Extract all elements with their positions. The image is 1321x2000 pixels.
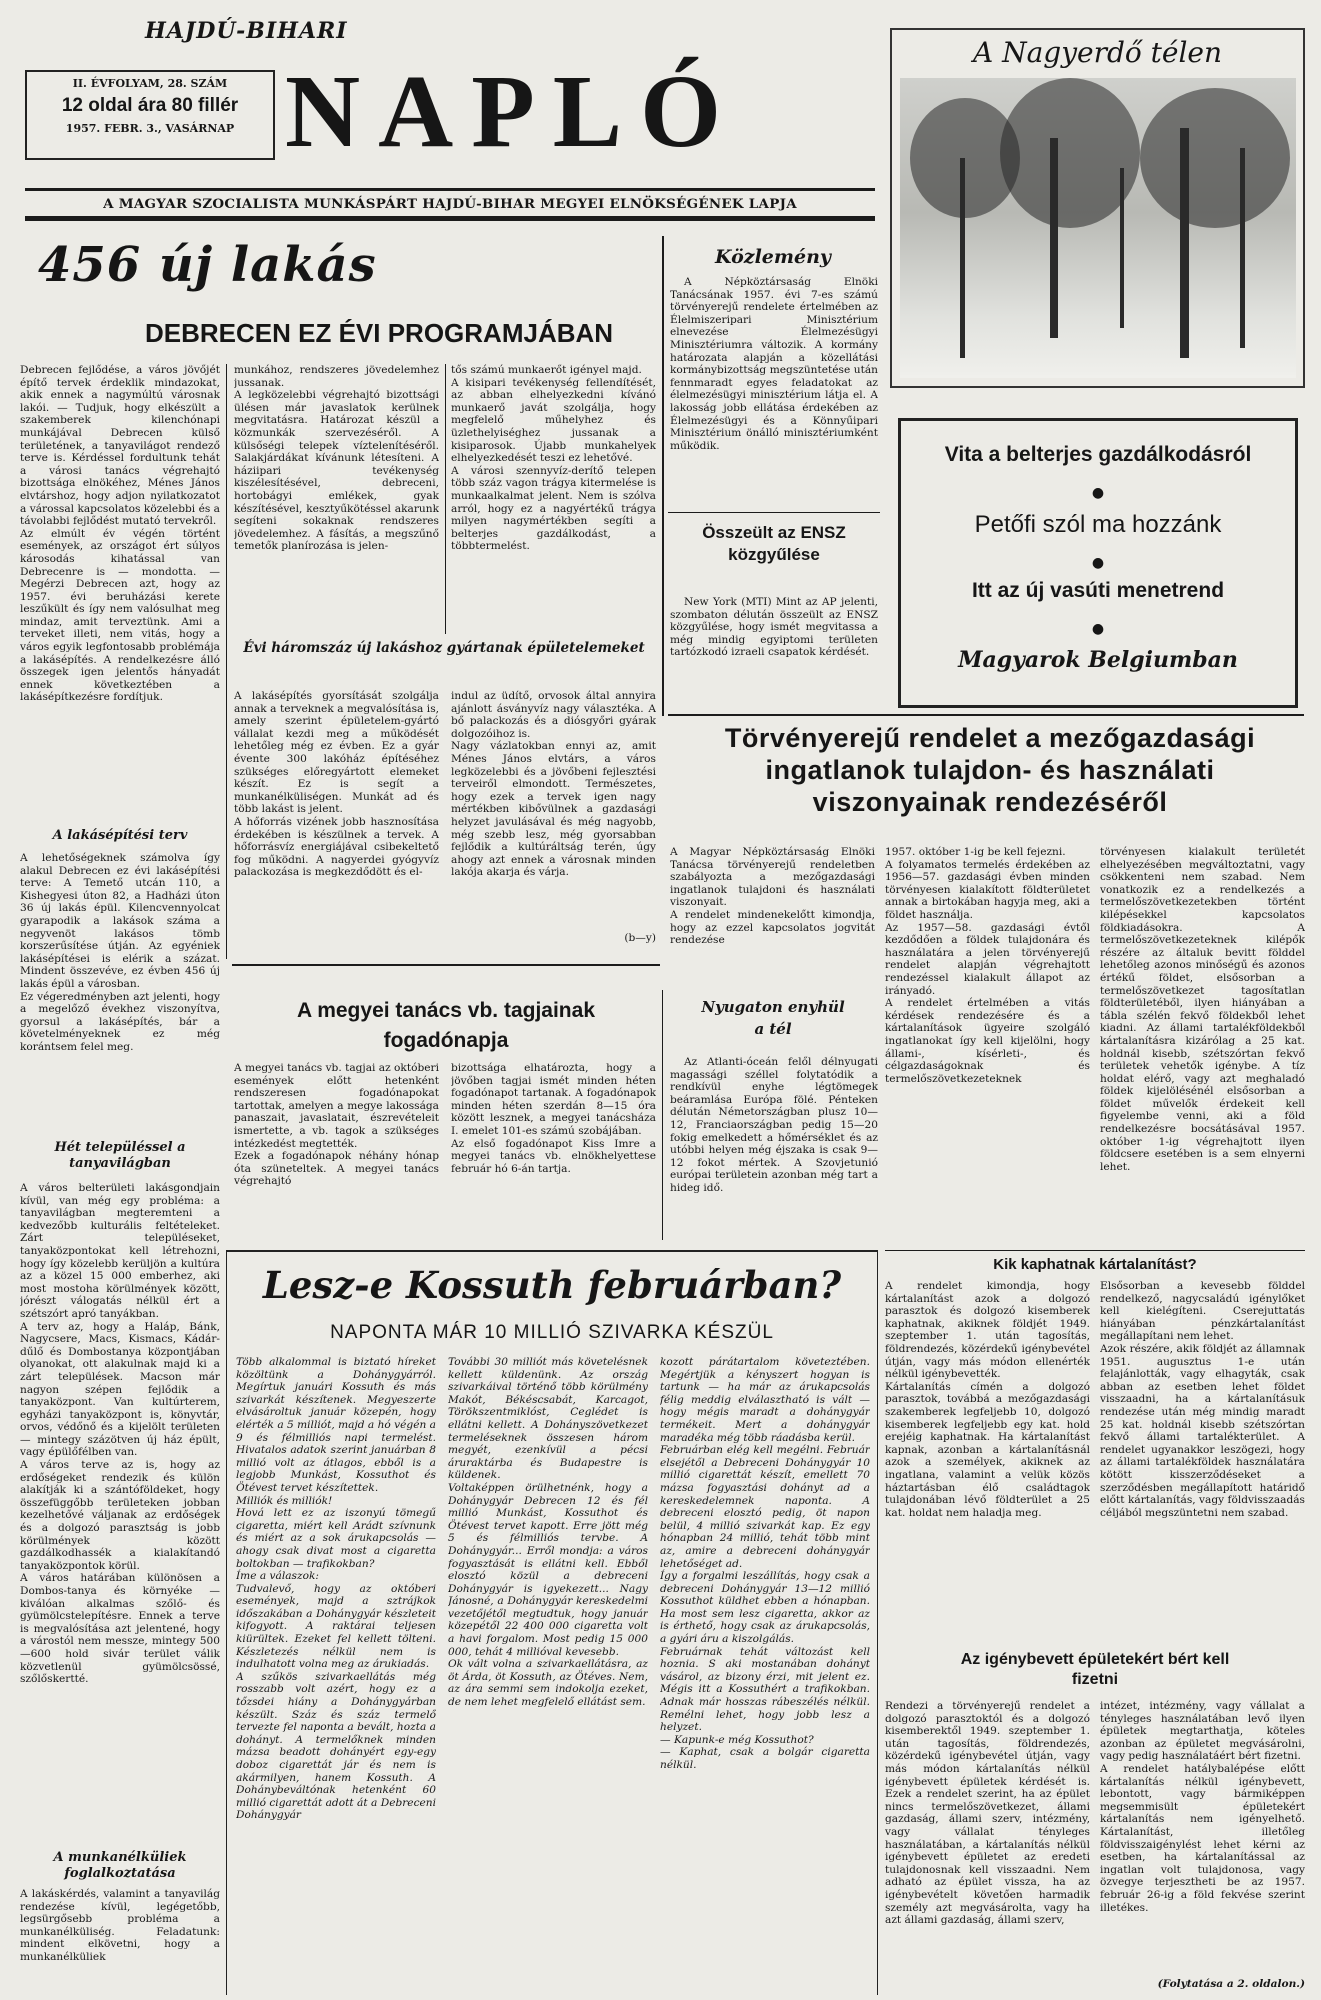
section-rule xyxy=(668,714,1304,716)
column-rule xyxy=(662,990,663,1240)
kozlemeny-text: A Népköztársaság Elnöki Tanácsának 1957. évi 7-es számú törvényerejű rendelete értelmében az Élelmiszeripari Minisztérium elnevezése Élelmezésügyi Minisztériumra változik. A kormány határozata alapján a közellátási kormánybizottság megszüntetése után fennmaradt egyes feladatokat az élelmezésügyi minisztérium látja el. A lakosság jobb ellátása érdekében az Élelmezésügyi és a Könnyűipari Minisztérium önálló minisztériumként működik. xyxy=(670,276,878,452)
ensz-text: New York (MTI) Mint az AP jelenti, szombaton délután összeült az ENSZ közgyűlése, hogy ismét megvitassa a még mindig egyiptomi területen tartózkodó izraeli csapatok kérdését. xyxy=(670,596,878,659)
heading-epuletelemek: Évi háromszáz új lakáshoz gyártanak épületelemeket xyxy=(243,640,645,656)
main-col2: munkához, rendszeres jövedelemhez jussanak. A legközelebbi végrehajtó bizottsági ülésen már javaslatok kerülnek megvitatásra. Határozat készül a közmunkák szervezéséről. A külsőségi telepek víztelenítéséről. Salakjárdákat kívánunk létesíteni. A háziipari tevékenység kiszélesítésével, debreceni, hortobágyi emlékek, gyak készítésével, kesztyűkötéssel akarunk segíteni sokaknak rendszeres jövedelemhez. A fásítás, a megszűnő temetők planírozása is jelen- xyxy=(234,364,439,553)
kossuth-subtitle: NAPONTA MÁR 10 MILLIÓ SZIVARKA KÉSZÜL xyxy=(330,1322,774,1343)
continued-note[interactable]: (Folytatása a 2. oldalon.) xyxy=(1157,1978,1305,1990)
column-rule xyxy=(445,364,446,634)
kozlemeny-title: Közlemény xyxy=(715,246,831,268)
tanacs-col1: A megyei tanács vb. tagjai az októberi események előtt hetenként rendszeresen fogadónapokat tartottak, amelyen a megye lakossága panaszait, javaslatait, észrevételeit ismertette, a vb. tagok a szükséges intézkedést megtették. Ezek a fogadónapok néhány hónap óta szüneteltek. A megyei tanács végrehajtó xyxy=(234,1062,439,1188)
issue-date: 1957. FEBR. 3., VASÁRNAP xyxy=(65,122,235,135)
teaser-3[interactable]: Itt az új vasúti menetrend xyxy=(971,579,1225,602)
main-col1d: A lakáskérdés, valamint a tanyavilág rendezése kívül, legégetőbb, legsürgősebb probléma a munkanélküliség. Feladatunk: mindent elkövetni, hogy a munkanélküliek xyxy=(20,1888,220,1963)
epulet-col1: Rendezi a törvényerejű rendelet a dolgozó parasztoktól és a dolgozó kisemberektől 1949. szeptember 1. után tagosítás, földrendezés, közérdekű igénybevétel útján, vagy más módon kártalanítás nélkül igénybevett épületek kérdését is. Ezek a rendelet szerint, ha az épület nincs termelőszövetkezet, állami gazdaság, állami szerv, intézmény, vagy vállalat tényleges használatában, a kártalanítás nélkül igénybevett épületet az eredeti tulajdonosnak kell visszaadni. Nem adható az épület vissza, ha az igénybevételt követően harmadik személy azt megvásárolta, vagy ha azt állami gazdaság, állami szerv, xyxy=(885,1700,1090,1927)
main-subtitle: DEBRECEN EZ ÉVI PROGRAMJÁBAN xyxy=(145,318,614,348)
ensz-title: Összeült az ENSZ közgyűlése xyxy=(702,523,846,564)
torveny-col1: A Magyar Népköztársaság Elnöki Tanácsa törvényerejű rendeletben szabályozta a mezőgazdasági ingatlanok tulajdoni és használati viszonyait. A rendelet mindenekelőtt kimondja, hogy az ezzel kapcsolatos jogvitát rendezése xyxy=(670,846,875,947)
masthead-region: HAJDÚ-BIHARI xyxy=(145,18,348,44)
kossuth-col1: Több alkalommal is biztató híreket közöltünk a Dohánygyárról. Megírtuk januári Kossuth és más szivarkát készítenek. Megyeszerte elvásároltuk január közepén, hogy elérték a 5 milliót, majd a hó végén a 9 és félmilliós napi termelést. Hivatalos adatok szerint januárban 8 millió volt az átlagos, ebből is a legjobb Munkást, Kossuthot és Ötévest tervet készítettek. Milliók és milliók! Hová lett ez az iszonyú tömegű cigaretta, miért kell Arádt szívnunk és miért az a sok árukapcsolás — ahogy csak divat most a cigaretta boltokban — trafikokban? Íme a válaszok: Tudvalevő, hogy az októberi események, majd a sztrájkok időszakában a Dohánygyár készleteit kifogyott. A raktárai teljesen kiürültek. Ezeket fel kellett tölteni. Készletezés nélkül nem is indulhatott volna meg az árukiadás. A szűkös szivarkaellátás még rosszabb volt azért, hogy ez a tőzsdei hiány a Dohánygyárban készült. Száz és száz termelő tervezte fel naponta a bevált, hozta a dohányt. A termelőknek minden mázsa beadott dohányért egy-egy doboz cigarettát jár és nem is akármilyen, hanem Kossuth. A Dohánybeváltónak hetenként 60 millió cigarettát adott át a Debreceni Dohánygyár xyxy=(236,1356,436,1822)
main-col2b: A lakásépítés gyorsítását szolgálja annak a terveknek a megvalósítása is, amely szerint épületelem-gyártó vállalat kezdi meg a működését lehetőleg még ez évben. Ez a gyár évente 300 lakóház építéséhez szükséges előregyártott elemeket készít. Ez is segít a munkanélküliségen. Munkát ad és több lakást is jelent. A hőforrás vizének jobb hasznosítása érdekében is készülnek a tervek. A hőforrásvíz energiájával csibekeltető fog működni. A nagyerdei gyógyvíz palackozása is megkezdődött és el- xyxy=(234,690,439,879)
photo-box xyxy=(890,28,1305,388)
winter-forest-photo xyxy=(900,78,1296,378)
main-col1: Debrecen fejlődése, a város jövőjét építő tervek érdeklik mindazokat, akik ennek a nagymúltú városnak lakói. — Tudjuk, hogy elkészült a szakemberek kilenchónapi munkájával Debrecen külső területének, a tanyavilágot rendező terve is. Kérdéssel fordultunk tehát a városi tanács végrehajtó bizottsága elnökéhez, Ménes János elvtárshoz, hogy adjon nyilatkozatot a várossal kapcsolatos közelebbi és a távolabbi fejlődést mutató tervekről. Az elmúlt év végén történt események, az országot ért súlyos károsodás kihatással van Debrecenre is — mondotta. — Megérzi Debrecen azt, hogy az 1957. évi beruházási kerete leszűkült és így nem valósulhat meg mindaz, amit terveztünk. Ami a terveket illeti, nem vitás, hogy a város egyik legfontosabb problémája a lakásépítés. A rendelkezésre álló összegek igen jelentős hányadát ennek következtében a lakásépítkezésre fordítjuk. xyxy=(20,364,220,704)
epulet-col2: intézet, intézmény, vagy vállalat a tényleges használatában levő ilyen épületek megtarthatja, köteles azonban az épületet megvásárolni, vagy pedig használatáért bért fizetni. A rendelet hatálybalépése előtt kártalanítás nélkül igénybevett, lebontott, vagy bármiképpen megsemmisült épületekért kártalanítás nem igényelhető. Kártalanítást, illetőleg földvisszaigénylést lehet kérni az esetben, ha kártalanítással az ingatlan volt tulajdonosa, vagy özvegye terjesztheti be az 1957. február 26-ig a föld fekvése szerint illetékes. xyxy=(1100,1700,1305,1914)
section-rule xyxy=(232,964,660,966)
main-headline: 456 új lakás xyxy=(38,237,377,293)
byline: (b—y) xyxy=(624,932,656,944)
volume-number: II. ÉVFOLYAM, 28. SZÁM xyxy=(72,77,228,90)
section-rule xyxy=(885,1250,1305,1251)
column-rule xyxy=(226,364,227,959)
masthead-subtitle: A MAGYAR SZOCIALISTA MUNKÁSPÁRT HAJDÚ-BIHAR MEGYEI ELNÖKSÉGÉNEK LAPJA xyxy=(103,196,797,212)
kossuth-col2: További 30 milliót más követelésnek kellett küldenünk. Az ország szivarkáival történő több körülmény Makót, Békéscsabát, Karcagot, Törökszentmiklóst, Ceglédet is ellátni kellett. A Dohányszövetkezet termeléseknek összesen három megyét, ezenkívül a pécsi áruraktárba és Budapestre is küldenek. Voltaképpen örülhetnénk, hogy a Dohánygyár Debrecen 12 és fél millió Munkást, Kossuthot és Ötévest tervet kapott. Erre jött még 5 és félmilliós tervbe. A Dohánygyár... Erről mondja: a város fogyasztását is ellátni kell. Ebből elosztó közül a debreceni Dohánygyár is igyekezett... Nagy Jánosné, a Dohánygyár kereskedelmi vezetőjétől megtudtuk, hogy január közepétől 22 400 000 cigaretta volt a havi forgalom. Most pedig 15 000 000, tehát 4 millióval kevesebb. Ok vált volna a szivarkaellátásra, az öt Árda, öt Kossuth, az Ötéves. Nem, az ára semmi sem indokolja ezeket, de nem lehet megfelelő ellátást sem. xyxy=(448,1356,648,1709)
kik-col1: A rendelet kimondja, hogy kártalanítást azok a dolgozó parasztok és dolgozó kisemberek kaphatnak, akiknek földjét 1949. szeptember 1. után tagosítás, földrendezés, közérdekű igénybevétel útján, vagy más módon ellenérték nélkül igénybevették. Kártalanítás címén a dolgozó parasztok, továbbá a mezőgazdasági szakemberek legfeljebb 10, dolgozó kisemberek legfeljebb egy kat. hold erejéig kaphatnak. Ha kártalanítást kapnak, azonban a kártalanításnál azok a személyek, akiknek az ingatlana, valamint a velük közös háztartásban élő családtagok tulajdonában lévő földterület a 25 kat. holdat nem haladja meg. xyxy=(885,1280,1090,1519)
issue-price: 12 oldal ára 80 fillér xyxy=(61,95,239,116)
idojaras-text: Az Atlanti-óceán felől délnyugati magassági széllel folytatódik a rendkívül enyhe légtömegek beáramlása Európa fölé. Pénteken délután Németországban plusz 10—12, Franciaországban pedig 15—20 fokig emelkedett a hőmérséklet és az utóbbi helyen még éjszaka is csak 9—12 fokot mértek. A Szovjetunió európai területein azonban még tart a hideg idő. xyxy=(670,1056,878,1194)
heading-munkanelkuliek: A munkanélküliek foglalkoztatása xyxy=(53,1850,187,1881)
teaser-1[interactable]: Vita a belterjes gazdálkodásról xyxy=(944,443,1252,466)
masthead-rule-top xyxy=(25,188,875,191)
column-rule xyxy=(662,236,664,716)
heading-lakasepitesi-terv: A lakásépítési terv xyxy=(52,828,188,843)
kik-title: Kik kaphatnak kártalanítást? xyxy=(993,1256,1197,1273)
tanacs-col2: bizottsága elhatározta, hogy a jövőben tagjai ismét minden héten fogadónapot tartanak. A fogadónapok minden héten szerdán 8—15 óra között lesznek, a megyei tanácsháza I. emelet 101-es számú szobájában. Az első fogadónapot Kiss Imre a megyei tanács vb. elnökhelyettese február hó 6-án tartja. xyxy=(451,1062,656,1175)
epulet-title: Az igénybevett épületekért bért kell fizetni xyxy=(960,1651,1230,1688)
main-col1c: A város belterületi lakásgondjain kívül, van még egy probléma: a tanyavilágban megteremteni a kedvezőbb kulturális feltételeket. Zárt településeket, tanyaközpontokat kell létrehozni, hogy így közelebb kerüljön a kultúra az a közel 15 000 emberhez, aki most mostoha körülmények között, jórészt válogatás nélkül ért a szétszórt apró tanyákban. A terv az, hogy a Haláp, Bánk, Nagycsere, Macs, Kismacs, Kádár-dűlő és Dombostanya központjában olyanokat, ott alakulnak majd ki a zárt települések. Macson már nagyon szépen fejlődik a tanyaközpont. Van kultúrterem, egyházi tanyaközpont is, könyvtár, orvos, védőnő és a kijelölt területen — mintegy százötven új ház épült, vagy épülőfélben van. A város terve az is, hogy az erdőségeket rendezik és külön alakítják ki a szántóföldeket, hogy összefüggőbb területeken jobban kezelhetővé váljanak az erdőségek és a dolgozó parasztság is jobb körülmények között gazdálkodhassék a kialakítandó tanyaközpontok körül. A város határában különösen a Dombos-tanya és környéke — kiválóan alkalmas szőlő- és gyümölcstelepítésre. Ennek a terve is megvalósítása azt jelentené, hogy a várostól nem messze, mintegy 500—600 hold sivár terület válik közvetlenül gyümölcsössé, szőlőskertté. xyxy=(20,1182,220,1686)
teaser-box: Vita a belterjes gazdálkodásról ● Petőfi szól ma hozzánk ● Itt az új vasúti menetrend ● Magyarok Belgiumban xyxy=(898,418,1298,708)
photo-caption: A Nagyerdő télen xyxy=(972,36,1223,69)
main-col3b: indul az üdítő, orvosok által annyira ajánlott ásványvíz nagy választéka. A bő palackozás és a diósgyőri gyárak dolgozóihoz is. Nagy vázlatokban ennyi az, amit Ménes János elvtárs, a város legközelebbi és a jövőbeni fejlesztési terveiről elmondott. Természetes, hogy ezek a tervek igen nagy mértékben kibővülnek a gazdasági helyzet javulásával és még nagyobb, még szebb lesz, még gyorsabban fejlődik a kultúráltság terén, úgy ahogy azt ennek a városnak minden lakója akarja és várja. xyxy=(451,690,656,879)
teaser-4[interactable]: Magyarok Belgiumban xyxy=(958,647,1238,673)
kossuth-col3: kozott párátartalom követeztében. Megértjük a kényszert hogyan is tartunk — ha már az árukapcsolás félig meddig elválasztható is vált — hogy mégis maradt a dohánygyár termékeit. Mert a dohánygyár maradéka még több ráadásba kerül. Februárban elég kell megélni. Február elsejétől a Debreceni Dohánygyár 10 millió cigarettát készít, emellett 70 mázsa fogyasztási dohányt ad a kereskedelemnek naponta. A debreceni elosztó pedig, öt napon belül, 4 millió szivarkát kap. Ez egy hónapban 24 millió, tehát több mint az, amire a debreceni dohánygyár lehetőséget ad. Így a forgalmi leszállítás, hogy csak a debreceni Dohánygyár 13—12 millió Kossuthot küldhet ebben a hónapban. Ha most sem lesz cigaretta, akkor az is érthető, hogy csak az árukapcsolás, a gyári áru a kiszolgálás. Februárnak tehát változást kell hoznia. S aki mostanában dohányt vásárol, az bizony érzi, mit jelent ez. Mégis itt a Kossuthért a trafikokban. Adnak már hosszas rábeszélés nélkül. Remélni lehet, hogy jobb lesz a helyzet. — Kapunk-e még Kossuthot? — Kaphat, csak a bolgár cigaretta nélkül. xyxy=(660,1356,870,1771)
kossuth-headline: Lesz-e Kossuth februárban? xyxy=(262,1263,842,1307)
kik-col2: Elsősorban a kevesebb földdel rendelkező, nagycsaládú igénylőket kell kielégíteni. Cserejuttatás hiányában pénzkártalanítást megállapítani nem lehet. Azok részére, akik földjét az államnak 1951. augusztus 1-e után felajánlották, vagy elhagyták, csak abban az esetben lehet földet visszaadni, ha a kártalanításuk rendezése után még mindig maradt 25 kat. holdnál kisebb szétszórtan fekvő állami tartalékterület. A rendelet ugyanakkor leszögezi, hogy az állami tartalékföldek használatára kötött kisszerződéseket a szerződésben megállapított határidő előtt kártalanítás, vagy földvisszaadás céljából megszüntetni nem szabad. xyxy=(1100,1280,1305,1519)
tanacs-title: A megyei tanács vb. tagjainak fogadónapja xyxy=(296,999,595,1052)
main-col1b: A lehetőségeknek számolva így alakul Debrecen ez évi lakásépítési terve: A Temető utcán 110, a Kishegyesi úton 82, a Hadházi úton 36 új lakás épül. Kilencvennyolcat gyarapodik a lakások száma a negyvenöt lakásos tömb korszerűsítése útján. Az egyéniek lakásépítései is elérik a százat. Mindent összevéve, ez évben 456 új lakás épül a városban. Ez végeredményben azt jelenti, hogy a megelőző évekhez viszonyítva, gyorsul a lakásépítés, bár a követelményeknek ez még korántsem felel meg. xyxy=(20,852,220,1053)
idojaras-title: Nyugaton enyhül a tél xyxy=(701,998,845,1038)
newspaper-title: NAPLÓ xyxy=(285,54,739,169)
torveny-col2: 1957. október 1-ig be kell fejezni. A folyamatos termelés érdekében az 1956—57. gazdasági évben minden törvényesen kialakított földterületet annak a birtokában hagyja meg, aki a földet használja. Az 1957—58. gazdasági évtől kezdődően a földek tulajdonára és használatára a jelen törvényerejű rendelet alapján végrehajtott rendezéssel kialakult állapot az irányadó. A rendelet értelmében a vitás kérdések rendezésére és a kártalanítások ügyeire szolgáló ingatlanokat így kell kijelölni, hogy állami-, kísérleti-, és célgazdaságoknak és termelőszövetkezeteknek xyxy=(885,846,1090,1085)
main-col3: tős számú munkaerőt igényel majd. A kisipari tevékenység fellendítését, az abban elhelyezkedni kívánó munkaerő javát szolgálja, hogy megfelelő műhelyhez és üzlethelyiséghez jussanak a kisiparosok. Újabb munkahelyek elhelyezkedését teszi ez lehetővé. A városi szennyvíz-derítő telepen több száz vagon trágya kitermelése is munkaalkalmat jelent. Nem is szólva arról, hogy ez a nagyértékű trágya milyen nagymértékben segíti a belterjes gazdálkodást, a többtermelést. xyxy=(451,364,656,553)
masthead-rule-bottom xyxy=(25,216,875,221)
section-rule xyxy=(668,512,880,513)
torveny-headline: Törvényerejű rendelet a mezőgazdasági ingatlanok tulajdon- és használati viszonyainak rendezéséről xyxy=(724,723,1256,817)
torveny-col3: törvényesen kialakult területét elhelyezésében megváltoztatni, vagy csökkenteni nem szabad. Nem vonatkozik ez a rendelkezés a termelőszövetkezetekben történt kilépésekkel kapcsolatos földkiadásokra. A termelőszövetkezeteknek kilépők részére az általuk bevitt földdel lehetőleg azonos minőségű és azonos értékű földet, elsősorban a termelőszövetkezet tagosítatlan földterületéből, ilyen hiányában a tábla szélén fekvő földekből lehet kiadni. Az állami tartalékföldekből kártalanításra kizárólag a 25 kat. holdnál kisebb, szétszórtan fekvő területek vehetők igénybe. A tíz holdat elérő, vagy azt meghaladó földek kijelölésénél elsősorban a földet művelők érdekeit kell figyelembe venni, aki a föld rendelkezésre bocsátásával 1957. október 1-ig végrehajtott ilyen földcsere esetében is a sem elnyerni lehet. xyxy=(1100,846,1305,1173)
teaser-2[interactable]: Petőfi szól ma hozzánk xyxy=(974,511,1222,538)
heading-tanyavilag: Hét településsel a tanyavilágban xyxy=(54,1140,186,1171)
masthead-info-box xyxy=(25,70,275,160)
